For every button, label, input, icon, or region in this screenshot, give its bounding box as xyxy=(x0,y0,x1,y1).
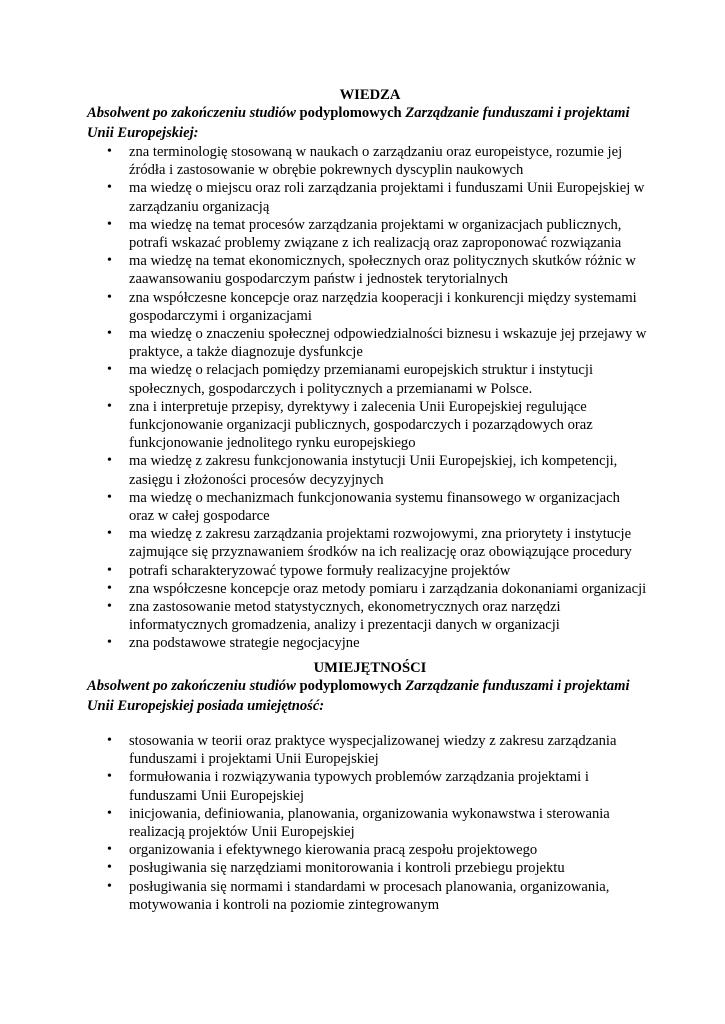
list-item-text: zna terminologię stosowaną w naukach o zarządzaniu oraz europeistyce, rozumie jej źródła i zastosowanie w obrębie pokrewnych dyscyplin naukowych xyxy=(129,144,623,179)
list-item xyxy=(87,452,647,488)
list-item-text: ma wiedzę na temat procesów zarządzania projektami w organizacjach publicznych, potrafi wskazać problemy związane z ich realizacją oraz zaproponować rozwiązania xyxy=(129,216,622,252)
bullet-icon: • xyxy=(107,453,112,469)
bullet-list xyxy=(87,732,647,914)
list-item xyxy=(87,859,647,877)
list-item-text: posługiwania się narzędziami monitorowania i kontroli przebiegu projektu xyxy=(129,860,565,877)
bullet-icon: • xyxy=(107,216,112,232)
list-item xyxy=(87,252,647,288)
section-heading: WIEDZA xyxy=(339,87,401,103)
list-item-text: ma wiedzę z zakresu zarządzania projektami rozwojowymi, zna priorytety i instytucje zajmujące się przyznawaniem środków na ich realizację oraz obowiązujące procedury xyxy=(129,526,632,561)
bullet-icon: • xyxy=(107,635,112,651)
intro-italic-end: Zarządzanie funduszami i projektami Unii Europejskiej: xyxy=(87,105,630,141)
list-item xyxy=(87,489,647,525)
bullet-icon: • xyxy=(107,289,112,305)
intro-italic-start: Absolwent po zakończeniu studiów xyxy=(87,105,296,121)
list-item-text: ma wiedzę z zakresu funkcjonowania instytucji Unii Europejskiej, ich kompetencji, zasięgu i złożoności procesów decyzyjnych xyxy=(129,453,618,488)
list-item xyxy=(87,732,647,768)
bullet-list xyxy=(87,143,647,653)
bullet-icon: • xyxy=(107,144,112,159)
list-item xyxy=(87,634,647,652)
list-item-text: formułowania i rozwiązywania typowych problemów zarządzania projektami i funduszami Unii Europejskiej xyxy=(129,769,589,804)
list-item-text: zna i interpretuje przepisy, dyrektywy i zalecenia Unii Europejskiej regulujące funkcjonowanie organizacji publicznych, gospodarczych i pozarządowych oraz funkcjonowanie jednolitego rynku europejskiego xyxy=(129,398,593,452)
bullet-icon: • xyxy=(107,733,112,748)
list-item xyxy=(87,289,647,325)
section-heading: UMIEJĘTNOŚCI xyxy=(313,660,427,676)
list-item-text: zna współczesne koncepcje oraz metody pomiaru i zarządzania dokonaniami organizacji xyxy=(129,580,647,597)
section-intro xyxy=(87,104,647,143)
list-item-text: zna zastosowanie metod statystycznych, ekonometrycznych oraz narzędzi informatycznych gromadzenia, analizy i prezentacji danych w organizacji xyxy=(129,599,561,634)
bullet-icon: • xyxy=(107,599,112,615)
list-item xyxy=(87,878,647,914)
list-item-text: ma wiedzę na temat ekonomicznych, społecznych oraz politycznych skutków różnic w zaawansowaniu gospodarczym państw i jednostek terytorialnych xyxy=(129,253,636,288)
bullet-icon: • xyxy=(107,180,112,196)
list-item-text: ma wiedzę o miejscu oraz roli zarządzania projektami i funduszami Unii Europejskiej w zarządzaniu organizacją xyxy=(129,180,645,215)
bullet-icon: • xyxy=(107,580,112,596)
list-item xyxy=(87,325,647,361)
intro-italic-end: Zarządzanie funduszami i projektami Unii Europejskiej posiada umiejętność: xyxy=(87,678,630,714)
list-item xyxy=(87,562,647,580)
bullet-icon: • xyxy=(107,398,112,414)
section-umiejetnosci xyxy=(87,659,647,914)
list-item-text: zna podstawowe strategie negocjacyjne xyxy=(129,635,360,652)
list-item xyxy=(87,841,647,859)
list-item xyxy=(87,179,647,215)
list-item-text: stosowania w teorii oraz praktyce wyspecjalizowanej wiedzy z zakresu zarządzania funduszami i projektami Unii Europejskiej xyxy=(129,733,617,768)
list-item xyxy=(87,598,647,634)
section-wiedza xyxy=(87,86,647,653)
intro-italic-start: Absolwent po zakończeniu studiów xyxy=(87,678,296,694)
bullet-icon: • xyxy=(107,878,112,894)
bullet-icon: • xyxy=(107,526,112,542)
list-item-text: inicjowania, definiowania, planowania, organizowania wykonawstwa i sterowania realizacją projektów Unii Europejskiej xyxy=(129,805,610,841)
list-item-text: zna współczesne koncepcje oraz narzędzia kooperacji i konkurencji między systemami gospodarczymi i organizacjami xyxy=(129,289,637,324)
bullet-icon: • xyxy=(107,253,112,269)
list-item xyxy=(87,398,647,453)
intro-plain: podyplomowych xyxy=(299,678,402,694)
bullet-icon: • xyxy=(107,860,112,876)
bullet-icon: • xyxy=(107,805,112,821)
bullet-icon: • xyxy=(107,562,112,578)
list-item-text: ma wiedzę o relacjach pomiędzy przemianami europejskich struktur i instytucji społecznych, gospodarczych i politycznych a przemianami w Polsce. xyxy=(129,362,593,397)
list-item xyxy=(87,361,647,397)
list-item-text: posługiwania się normami i standardami w procesach planowania, organizowania, motywowania i kontroli na poziomie zintegrowanym xyxy=(129,878,610,913)
list-item xyxy=(87,768,647,804)
list-item-text: ma wiedzę o znaczeniu społecznej odpowiedzialności biznesu i wskazuje jej przejawy w praktyce, a także diagnozuje dysfunkcje xyxy=(129,326,647,361)
list-item xyxy=(87,525,647,561)
list-item-text: organizowania i efektywnego kierowania pracą zespołu projektowego xyxy=(129,842,538,859)
list-item-text: potrafi scharakteryzować typowe formuły realizacyjne projektów xyxy=(129,562,511,579)
bullet-icon: • xyxy=(107,362,112,378)
section-intro xyxy=(87,677,647,716)
bullet-icon: • xyxy=(107,489,112,505)
bullet-icon: • xyxy=(107,842,112,858)
bullet-icon: • xyxy=(107,769,112,785)
list-item xyxy=(87,805,647,841)
intro-plain: podyplomowych xyxy=(299,105,402,121)
list-item xyxy=(87,216,647,252)
bullet-icon: • xyxy=(107,326,112,342)
list-item xyxy=(87,143,647,179)
list-item xyxy=(87,580,647,598)
list-item-text: ma wiedzę o mechanizmach funkcjonowania systemu finansowego w organizacjach oraz w całej gospodarce xyxy=(129,489,620,525)
